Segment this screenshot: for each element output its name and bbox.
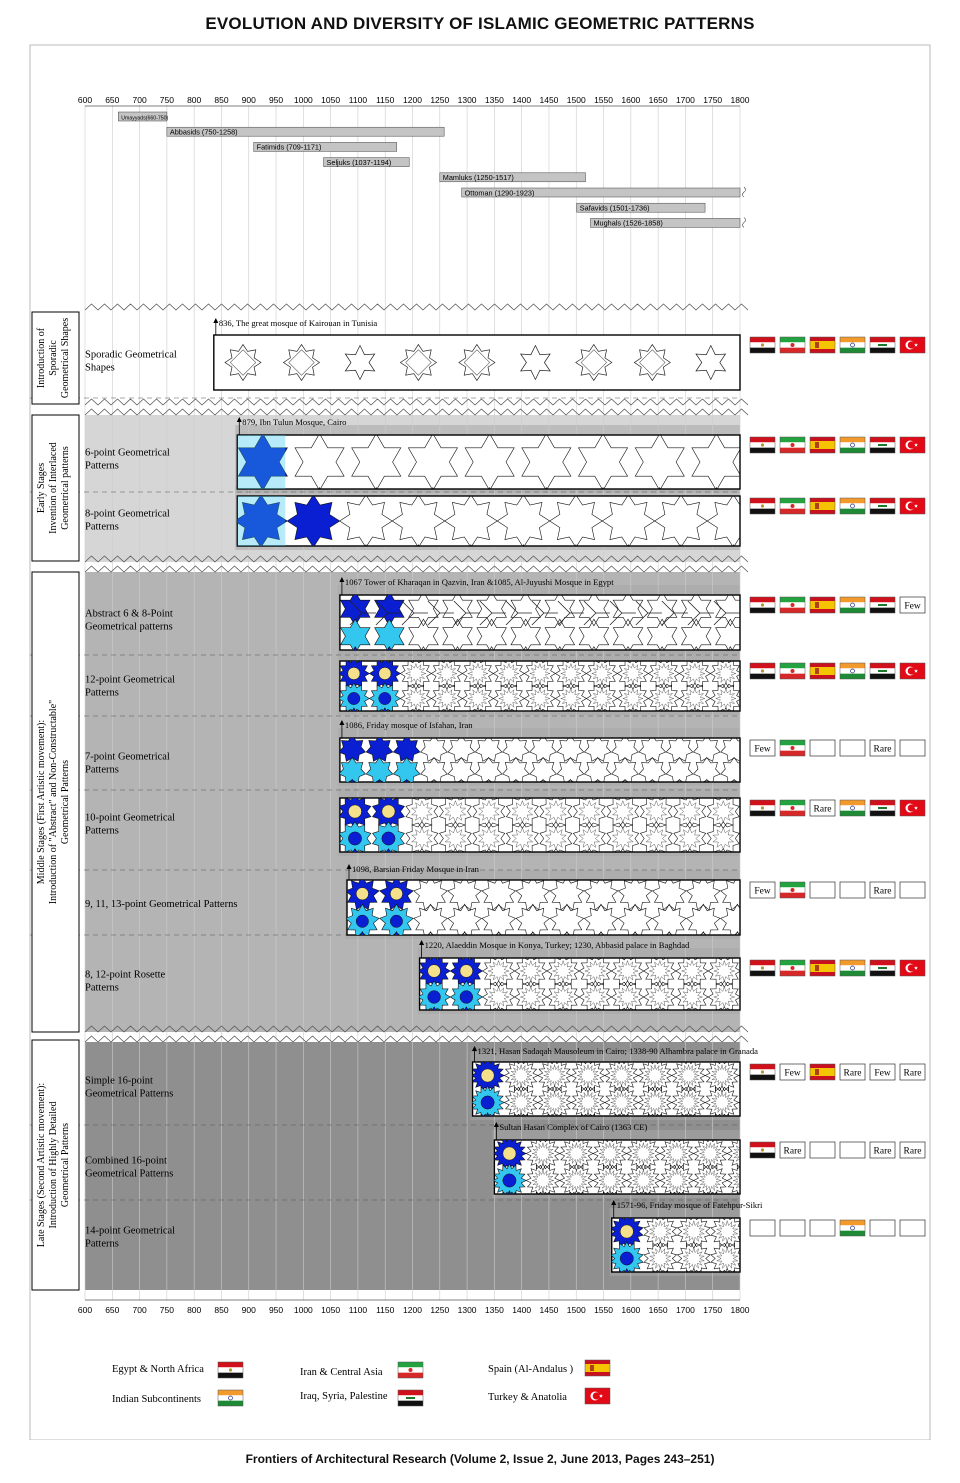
axis-tick-top: 1400 [512,95,532,105]
region-status-box [900,740,925,756]
iran-flag-icon [398,1362,423,1378]
pattern-label: 8-point Geometrical Patterns [85,508,170,533]
region-status-text: Rare [783,1146,802,1157]
legend-label: Iran & Central Asia [300,1367,383,1378]
iran-flag-icon [780,437,805,453]
axis-tick-bottom: 1100 [348,1305,368,1315]
region-status-text: Rare [873,886,892,897]
dynasty-label: Mughals (1526-1858) [593,218,663,228]
region-status-text: Few [754,886,771,897]
axis-tick-top: 650 [105,95,120,105]
egypt-flag-icon [750,800,775,816]
turkey-flag-icon [900,800,925,816]
region-status-box [810,1142,835,1158]
stage-label: Middle Stages (First Artistic movement):Introduction of "Abstract" and Non-Constructable"Geometrical Patterns [36,699,71,905]
iraq-flag-icon [870,960,895,976]
axis-tick-top: 800 [187,95,202,105]
axis-tick-top: 600 [77,95,93,105]
pattern-label: 6-point Geometrical Patterns [85,447,170,472]
pattern-annotation: 879, Ibn Tulun Mosque, Cairo [242,417,347,427]
spain-flag-icon [810,597,835,613]
axis-tick-bottom: 1550 [594,1305,614,1315]
iran-flag-icon [780,740,805,756]
pattern-annotation: 1571-96, Friday mosque of Fatehpur-Sikri [616,1200,763,1210]
egypt-flag-icon [218,1362,243,1378]
pattern-annotation: 1220, Alaeddin Mosque in Konya, Turkey; 1230, Abbasid palace in Baghdad [424,940,690,950]
spain-flag-icon [810,960,835,976]
axis-tick-top: 1600 [621,95,641,105]
pattern-strip [214,335,740,390]
region-status-text: Rare [843,1068,862,1079]
region-status-text: Rare [903,1146,922,1157]
pattern-label: Sporadic Geometrical Shapes [85,349,177,374]
pattern-strip [340,661,740,711]
india-flag-icon [840,960,865,976]
axis-tick-bottom: 1450 [539,1305,559,1315]
iraq-flag-icon [870,498,895,514]
axis-tick-top: 1650 [648,95,668,105]
region-status-text: Rare [873,744,892,755]
iran-flag-icon [780,597,805,613]
spain-flag-icon [810,337,835,353]
region-status-box [870,1220,895,1236]
axis-tick-top: 700 [132,95,147,105]
axis-tick-bottom: 1400 [512,1305,532,1315]
region-status-text: Rare [813,804,832,815]
axis-tick-bottom: 850 [214,1305,229,1315]
pattern-label: 7-point Geometrical Patterns [85,751,170,776]
egypt-flag-icon [750,337,775,353]
pattern-annotation: 1067 Tower of Kharaqan in Qazvin, Iran &1085, Al-Juyushi Mosque in Egypt [344,577,614,587]
pattern-label: 12-point Geometrical Patterns [85,674,176,699]
turkey-flag-icon [900,498,925,514]
spain-flag-icon [585,1360,610,1376]
pattern-label: 9, 11, 13-point Geometrical Patterns [85,899,238,910]
axis-tick-top: 850 [214,95,229,105]
iraq-flag-icon [870,437,895,453]
region-status-box [900,1220,925,1236]
axis-tick-bottom: 1050 [321,1305,341,1315]
region-status-text: Rare [873,1146,892,1157]
india-flag-icon [840,1220,865,1236]
region-status-box [900,882,925,898]
axis-tick-bottom: 700 [132,1305,147,1315]
iran-flag-icon [780,800,805,816]
band-separator [85,409,748,415]
axis-tick-bottom: 800 [187,1305,202,1315]
dynasty-label: Umayyads(660-750) [121,115,169,122]
pattern-label: 10-point Geometrical Patterns [85,812,176,837]
india-flag-icon [840,800,865,816]
dynasty-label: Mamluks (1250-1517) [442,173,514,183]
axis-tick-bottom: 1500 [566,1305,586,1315]
axis-tick-top: 1100 [348,95,368,105]
iran-flag-icon [780,882,805,898]
stage-label: Early StagesInvention of InterlacedGeometrical patterns [36,442,71,534]
axis-tick-top: 1450 [539,95,559,105]
spain-flag-icon [810,498,835,514]
pattern-label: Combined 16-point Geometrical Patterns [85,1155,174,1180]
india-flag-icon [840,437,865,453]
region-status-text: Few [904,601,921,612]
india-flag-icon [840,337,865,353]
axis-tick-top: 1050 [321,95,341,105]
turkey-flag-icon [900,437,925,453]
turkey-flag-icon [900,337,925,353]
region-status-box [810,740,835,756]
axis-tick-bottom: 1250 [430,1305,450,1315]
india-flag-icon [840,663,865,679]
axis-tick-bottom: 1150 [376,1305,395,1315]
iran-flag-icon [780,663,805,679]
iraq-flag-icon [870,337,895,353]
pattern-annotation: Sultan Hasan Complex of Cairo (1363 CE) [499,1122,648,1132]
turkey-flag-icon [900,960,925,976]
turkey-flag-icon [900,663,925,679]
egypt-flag-icon [750,960,775,976]
axis-tick-top: 1750 [703,95,723,105]
india-flag-icon [218,1390,243,1406]
egypt-flag-icon [750,437,775,453]
band-separator [85,1036,748,1042]
band-separator [85,304,748,310]
axis-tick-bottom: 1750 [703,1305,723,1315]
axis-tick-bottom: 1600 [621,1305,641,1315]
egypt-flag-icon [750,663,775,679]
axis-tick-bottom: 750 [159,1305,174,1315]
india-flag-icon [840,597,865,613]
axis-tick-top: 1350 [484,95,504,105]
region-status-text: Rare [903,1068,922,1079]
egypt-flag-icon [750,1064,775,1080]
legend-label: Spain (Al-Andalus ) [488,1364,574,1375]
turkey-flag-icon [585,1388,610,1404]
region-status-box [840,1142,865,1158]
axis-tick-bottom: 1200 [403,1305,422,1315]
axis-tick-top: 900 [241,95,256,105]
pattern-annotation: 836, The great mosque of Kairouan in Tunisia [218,318,378,328]
dynasty-label: Abbasids (750-1258) [169,127,238,137]
band-separator [85,566,748,572]
axis-tick-top: 1500 [566,95,586,105]
axis-tick-bottom: 600 [77,1305,93,1315]
axis-tick-top: 1200 [403,95,422,105]
iraq-flag-icon [870,663,895,679]
iraq-flag-icon [398,1390,423,1406]
iran-flag-icon [780,960,805,976]
india-flag-icon [840,498,865,514]
dynasty-continues-mark [743,187,746,197]
axis-tick-top: 1300 [457,95,477,105]
egypt-flag-icon [750,498,775,514]
region-status-box [810,882,835,898]
region-status-text: Few [784,1068,801,1079]
egypt-flag-icon [750,597,775,613]
region-status-text: Few [874,1068,891,1079]
stage-label: Introduction ofSporadicGeometrical Shapes [36,317,71,399]
axis-tick-bottom: 950 [268,1305,284,1315]
pattern-strip [237,435,740,489]
region-status-box [810,1220,835,1236]
spain-flag-icon [810,437,835,453]
axis-tick-bottom: 1000 [293,1305,313,1315]
iran-flag-icon [780,498,805,514]
region-status-box [840,740,865,756]
pattern-annotation: 1321, Hasan Sadaqah Mausoleum in Cairo; 1338-90 Alhambra palace in Granada [477,1046,758,1056]
legend-label: Iraq, Syria, Palestine [300,1391,388,1402]
dynasty-continues-mark [743,217,746,227]
spain-flag-icon [810,1064,835,1080]
pattern-label: 14-point Geometrical Patterns [85,1225,176,1250]
pattern-label: Simple 16-point Geometrical Patterns [85,1075,174,1100]
axis-tick-bottom: 1650 [648,1305,668,1315]
pattern-label: Abstract 6 & 8-Point Geometrical patterns [85,608,173,633]
dynasty-label: Seljuks (1037-1194) [326,157,392,167]
chart-title: EVOLUTION AND DIVERSITY OF ISLAMIC GEOMETRIC PATTERNS [205,14,755,33]
legend-label: Indian Subcontinents [112,1394,201,1405]
spain-flag-icon [810,663,835,679]
axis-tick-top: 1550 [594,95,614,105]
source-citation: Frontiers of Architectural Research (Volume 2, Issue 2, June 2013, Pages 243–251) [245,1452,715,1466]
axis-tick-bottom: 900 [241,1305,256,1315]
pattern-label: 8, 12-point Rosette Patterns [85,969,166,994]
axis-tick-top: 1700 [675,95,695,105]
axis-tick-top: 1800 [730,95,750,105]
axis-tick-top: 950 [268,95,284,105]
region-status-text: Few [754,744,771,755]
pattern-strip [473,1062,740,1116]
axis-tick-top: 1150 [376,95,395,105]
pattern-annotation: 1098, Barsian Friday Mosque in Iran [352,864,479,874]
iraq-flag-icon [870,800,895,816]
iran-flag-icon [780,337,805,353]
axis-tick-bottom: 1350 [484,1305,504,1315]
axis-tick-bottom: 1700 [675,1305,695,1315]
egypt-flag-icon [750,1142,775,1158]
axis-tick-bottom: 650 [105,1305,120,1315]
axis-tick-bottom: 1300 [457,1305,477,1315]
dynasty-label: Safavids (1501-1736) [579,203,650,213]
dynasty-label: Fatimids (709-1171) [256,142,322,152]
region-status-box [750,1220,775,1236]
legend-label: Turkey & Anatolia [488,1392,567,1403]
axis-tick-top: 750 [159,95,174,105]
stage-label: Late Stages (Second Artistic movement):Introduction of Highly DetailedGeometrical Patterns [36,1082,71,1248]
legend-label: Egypt & North Africa [112,1364,204,1375]
pattern-annotation: 1086, Friday mosque of Isfahan, Iran [344,720,473,730]
dynasty-label: Ottoman (1290-1923) [464,188,535,198]
iraq-flag-icon [870,597,895,613]
axis-tick-top: 1000 [293,95,313,105]
region-status-box [780,1220,805,1236]
pattern-strip [494,1140,740,1194]
region-status-box [840,882,865,898]
axis-tick-top: 1250 [430,95,450,105]
axis-tick-bottom: 1800 [730,1305,750,1315]
